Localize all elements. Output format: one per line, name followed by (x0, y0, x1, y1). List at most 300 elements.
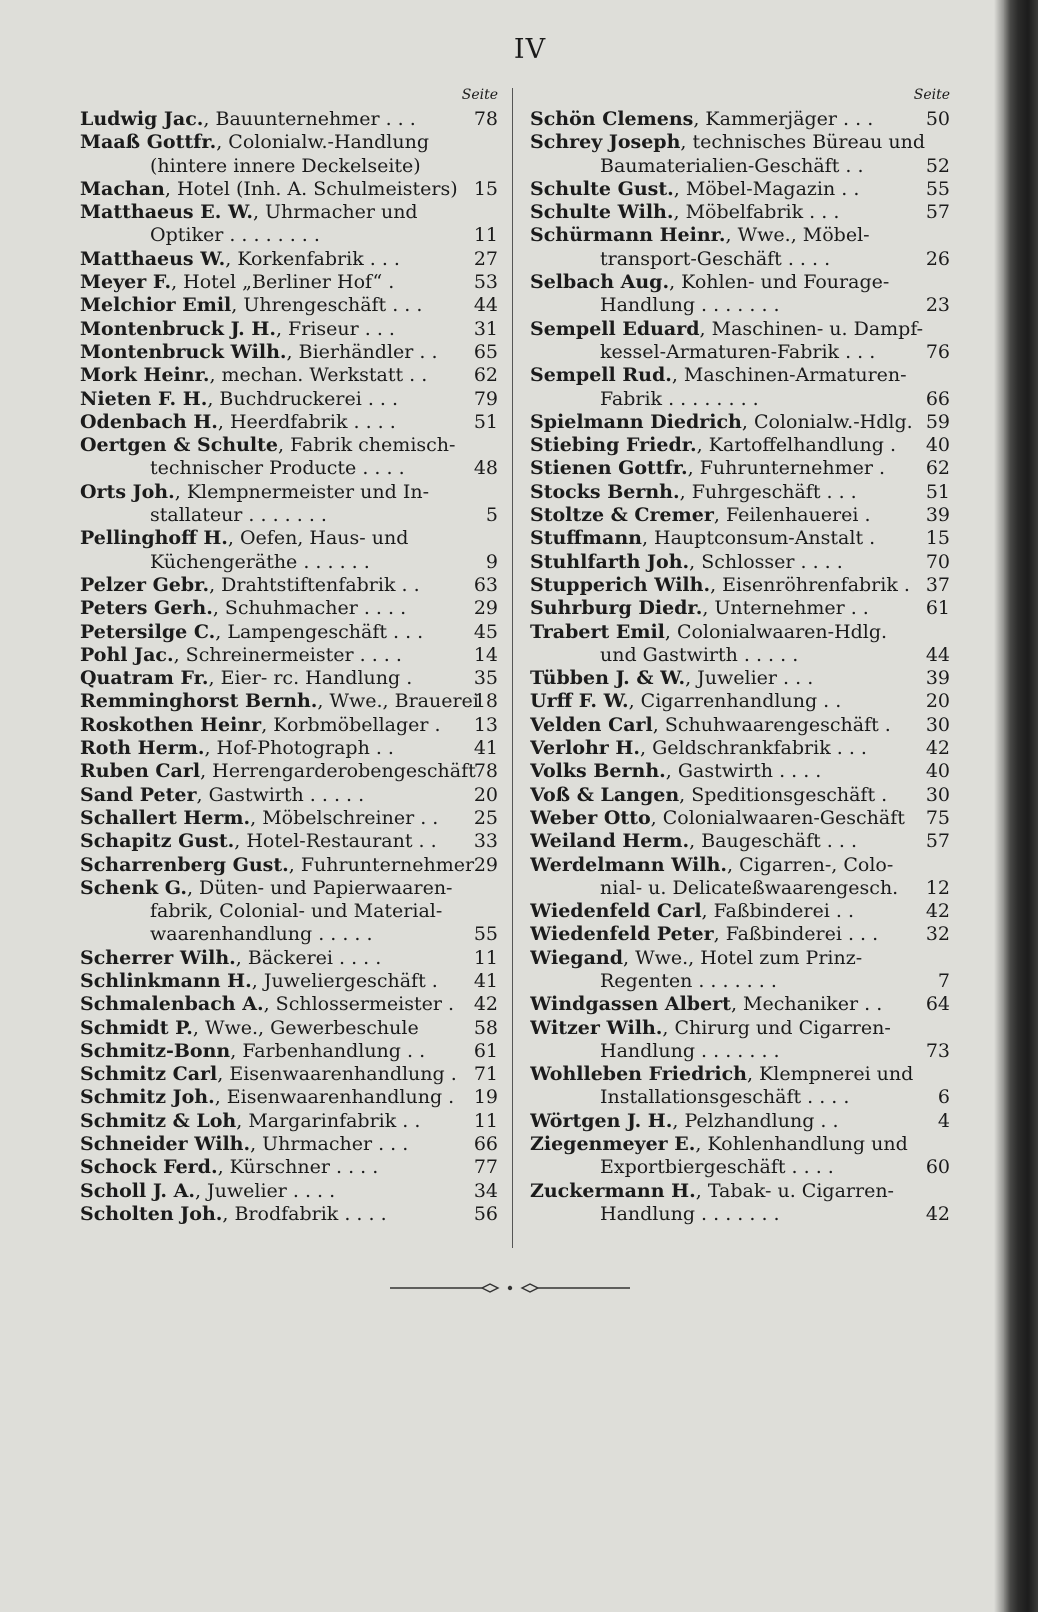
index-entry (530, 621, 950, 668)
entry-text (80, 644, 442, 666)
index-entry (80, 597, 498, 620)
index-entry (80, 690, 498, 713)
index-entry (530, 947, 950, 994)
entry-name: Pohl Jac. (80, 643, 174, 666)
entry-text (530, 574, 950, 596)
entry-line (80, 993, 498, 1016)
entry-line (530, 131, 950, 154)
entry-description: , Colonialw.-Handlung (216, 131, 429, 154)
entry-name: Suhrburg Diedr. (530, 597, 703, 620)
entry-line (530, 411, 950, 434)
entry-name: Wohlleben Friedrich (530, 1063, 747, 1086)
entry-name: Ruben Carl (80, 760, 201, 783)
entry-line (80, 201, 498, 224)
entry-page-number: 63 (473, 573, 498, 596)
page-shadow (994, 0, 1004, 1612)
entry-continuation-line (80, 224, 498, 247)
entry-name: Oertgen & Schulte (80, 434, 278, 457)
entry-line (530, 224, 950, 247)
entry-description: , Klempnerei und (746, 1063, 914, 1086)
entry-page-number: 62 (473, 364, 498, 387)
entry-page-number: 20 (925, 690, 950, 713)
entry-page-number: 53 (473, 271, 498, 294)
entry-continuation-line (530, 341, 950, 364)
entry-page-number: 70 (925, 550, 950, 573)
entry-name: Nieten F. H. (80, 387, 208, 410)
entry-description: (hintere innere Deckelseite) (150, 154, 421, 177)
entry-description: , Margarinfabrik . . (236, 1109, 421, 1132)
entry-name: Schrey Joseph (530, 131, 681, 154)
entry-text (80, 597, 446, 619)
entry-description: , Lampengeschäft . . . (215, 620, 424, 643)
index-entry (530, 923, 950, 946)
entry-description: , Eisenwaarenhandlung . (217, 1063, 457, 1086)
entry-continuation-line (530, 1156, 950, 1179)
entry-text (600, 1203, 820, 1225)
entry-line (80, 411, 498, 434)
entry-page-number: 7 (937, 969, 950, 992)
index-entry (530, 434, 950, 457)
index-entry (80, 1133, 498, 1156)
entry-text (80, 294, 462, 316)
entry-line (530, 714, 950, 737)
entry-continuation-line (80, 900, 498, 923)
entry-page-number: 78 (473, 108, 498, 130)
entry-text (150, 504, 367, 526)
index-entry (80, 993, 498, 1016)
entry-line (80, 1133, 498, 1156)
index-entry (530, 131, 950, 178)
entry-name: Stuffmann (530, 527, 642, 550)
index-entry (530, 900, 950, 923)
entry-description: , Uhrmacher . . . (250, 1133, 409, 1156)
entry-description: , Wwe., Gewerbeschule (192, 1016, 419, 1039)
entry-page-number: 11 (473, 946, 498, 969)
entry-description: , Chirurg und Cigarren- (662, 1016, 891, 1039)
index-entry (530, 318, 950, 365)
entry-description: , Geldschrankfabrik . . . (640, 737, 867, 760)
index-entry (80, 131, 498, 178)
index-column-right (530, 84, 950, 1226)
entry-description: , Schuhwaarengeschäft . (652, 713, 891, 736)
entry-page-number: 59 (925, 410, 950, 433)
entry-line (530, 318, 950, 341)
entry-text (80, 1203, 427, 1225)
entry-continuation-line (80, 551, 498, 574)
entry-line (80, 737, 498, 760)
entry-line (80, 1180, 498, 1203)
entry-line (80, 1086, 498, 1109)
flourish-divider-icon (390, 1278, 630, 1298)
entry-line (80, 318, 498, 341)
entry-line (530, 364, 950, 387)
entry-page-number: 66 (925, 387, 950, 410)
index-entry (530, 457, 950, 480)
entry-page-number: 55 (473, 923, 498, 946)
entry-name: Schenk G. (80, 876, 187, 899)
entry-description: , Schreinermeister . . . . (173, 643, 402, 666)
entry-page-number: 76 (925, 340, 950, 363)
entry-description: , Maschinen-Armaturen- (671, 364, 907, 387)
entry-name: Schmalenbach A. (80, 993, 264, 1016)
entry-description: , Schlosser . . . . (689, 550, 843, 573)
index-entry (80, 644, 498, 667)
entry-line (80, 854, 498, 877)
entry-page-number: 51 (473, 410, 498, 433)
entry-text (530, 854, 933, 876)
entry-description: , Pelzhandlung . . (672, 1109, 839, 1132)
entry-name: Schulte Wilh. (530, 201, 674, 224)
entry-text (80, 1133, 448, 1155)
entry-description: Baumaterialien-Geschäft . . (600, 154, 864, 177)
entry-page-number: 41 (473, 969, 498, 992)
entry-description: , Düten- und Papierwaaren- (186, 876, 453, 899)
index-entry (80, 970, 498, 993)
entry-text (530, 551, 883, 573)
index-column-left (80, 84, 498, 1226)
entry-description: und Gastwirth . . . . . (600, 643, 799, 666)
entry-name: Wörtgen J. H. (530, 1109, 673, 1132)
entry-line (80, 947, 498, 970)
entry-line (80, 784, 498, 807)
entry-text (600, 1086, 889, 1108)
index-entry (80, 1180, 498, 1203)
index-entry (80, 271, 498, 294)
entry-continuation-line (530, 248, 950, 271)
entry-description: , Korkenfabrik . . . (225, 247, 400, 270)
entry-text (600, 341, 915, 363)
entry-page-number: 66 (473, 1133, 498, 1156)
entry-text (150, 551, 410, 573)
entry-page-number: 40 (925, 760, 950, 783)
index-entry (530, 737, 950, 760)
entry-text (530, 690, 881, 712)
index-entry (80, 411, 498, 434)
index-entry (530, 574, 950, 597)
entry-name: Verlohr H. (530, 737, 640, 760)
entry-name: Urff F. W. (530, 690, 629, 713)
entry-name: Stuhlfarth Joh. (530, 550, 690, 573)
entry-description: Handlung . . . . . . . (600, 1202, 780, 1225)
entry-description: , Tabak- u. Cigarren- (695, 1179, 894, 1202)
entry-description: , Farbenhandlung . . (230, 1039, 426, 1062)
entry-name: Voß & Langen (530, 783, 680, 806)
entry-description: , Friseur . . . (275, 317, 395, 340)
entry-line (530, 807, 950, 830)
index-entry (80, 621, 498, 644)
entry-line (80, 388, 498, 411)
entry-text (150, 923, 413, 945)
entry-line (530, 760, 950, 783)
entry-page-number: 27 (473, 247, 498, 270)
entry-page-number: 77 (473, 1156, 498, 1179)
entry-name: Sempell Eduard (530, 317, 700, 340)
entry-continuation-line (530, 1203, 950, 1226)
entry-line (530, 178, 950, 201)
entry-text (80, 737, 434, 759)
entry-page-number: 4 (937, 1109, 950, 1132)
entry-name: Melchior Emil (80, 294, 232, 317)
entry-text (530, 807, 945, 829)
page-number: IV (513, 34, 547, 65)
entry-text (80, 714, 481, 736)
entry-name: Weiland Herm. (530, 830, 690, 853)
entry-text (530, 411, 950, 433)
entry-continuation-line (530, 155, 950, 178)
entry-page-number: 31 (473, 317, 498, 340)
entry-line (530, 737, 950, 760)
entry-name: Schapitz Gust. (80, 830, 235, 853)
entry-description: , Colonialwaaren-Hdlg. (664, 620, 888, 643)
entry-text (150, 457, 445, 479)
entry-name: Schmidt P. (80, 1016, 193, 1039)
entry-page-number: 42 (925, 1202, 950, 1225)
entry-line (530, 784, 950, 807)
entry-name: Schön Clemens (530, 108, 694, 130)
entry-name: Matthaeus E. W. (80, 201, 253, 224)
entry-line (80, 481, 498, 504)
entry-continuation-line (530, 970, 950, 993)
entry-text (80, 411, 436, 433)
entry-text (80, 621, 463, 643)
index-entry (530, 760, 950, 783)
entry-text (150, 155, 461, 177)
entry-continuation-line (80, 457, 498, 480)
entry-line (80, 574, 498, 597)
entry-page-number: 26 (925, 247, 950, 270)
index-entry (80, 807, 498, 830)
index-entry (530, 1017, 950, 1064)
entry-text (80, 667, 452, 689)
entry-page-number: 55 (925, 177, 950, 200)
entry-line (530, 1017, 950, 1040)
entry-continuation-line (530, 1040, 950, 1063)
entry-description: , Uhrmacher und (252, 201, 418, 224)
entry-text (600, 388, 799, 410)
entry-text (530, 737, 907, 759)
entry-text (600, 877, 938, 899)
entry-page-number: 58 (473, 1016, 498, 1039)
entry-name: Stoltze & Cremer (530, 504, 714, 527)
entry-text (530, 1063, 950, 1085)
entry-text (80, 784, 404, 806)
entry-description: , Möbel-Magazin . . (673, 177, 860, 200)
entry-description: , Uhrengeschäft . . . (231, 294, 423, 317)
entry-description: , Korbmöbellager . (261, 713, 441, 736)
entry-page-number: 61 (925, 597, 950, 620)
entry-description: Fabrik . . . . . . . . (600, 387, 759, 410)
entry-line (80, 527, 498, 550)
entry-description: , Colonialw.-Hdlg. (741, 410, 913, 433)
entry-page-number: 79 (473, 387, 498, 410)
index-entry (80, 388, 498, 411)
entry-line (530, 1133, 950, 1156)
entry-page-number: 44 (925, 643, 950, 666)
index-entry (80, 318, 498, 341)
entry-page-number: 11 (473, 224, 498, 247)
seite-header-right: Seite (913, 87, 950, 103)
entry-line (80, 760, 498, 783)
entry-page-number: 52 (925, 154, 950, 177)
entry-line (80, 434, 498, 457)
index-entry (80, 1017, 498, 1040)
entry-name: Schmitz Joh. (80, 1086, 215, 1109)
entry-name: Pelzer Gebr. (80, 573, 210, 596)
entry-line (530, 481, 950, 504)
entry-line (530, 434, 950, 457)
entry-description: , Wwe., Möbel- (725, 224, 870, 247)
entry-description: fabrik, Colonial- und Material- (150, 900, 443, 923)
entry-description: Handlung . . . . . . . (600, 1039, 780, 1062)
index-entry (530, 271, 950, 318)
entry-page-number: 75 (925, 806, 950, 829)
index-entry (530, 854, 950, 901)
index-entry (530, 1133, 950, 1180)
entry-text (80, 248, 440, 270)
entry-name: Trabert Emil (530, 620, 665, 643)
entry-page-number: 42 (925, 900, 950, 923)
entry-text (530, 108, 913, 130)
entry-text (530, 714, 931, 736)
entry-page-number: 45 (473, 620, 498, 643)
entry-text (80, 527, 448, 549)
entry-text (530, 178, 899, 200)
index-entry (80, 1110, 498, 1133)
entry-description: , Hof-Photograph . . (204, 737, 394, 760)
entry-description: , Wwe., Hotel zum Prinz- (623, 946, 863, 969)
entry-name: Windgassen Albert (530, 993, 731, 1016)
entry-text (530, 1180, 934, 1202)
index-entry (530, 714, 950, 737)
index-entry (80, 1063, 498, 1086)
entry-line (80, 271, 498, 294)
entry-line (530, 1110, 950, 1133)
entry-description: , Eier- rc. Handlung . (208, 667, 413, 690)
index-entry (80, 877, 498, 947)
entry-name: Wiedenfeld Peter (530, 923, 714, 946)
entry-text (80, 364, 467, 386)
index-entry (530, 784, 950, 807)
index-entry (530, 690, 950, 713)
entry-name: Zuckermann H. (530, 1179, 696, 1202)
entry-text (530, 784, 927, 806)
entry-line (80, 1040, 498, 1063)
entry-text (530, 504, 911, 526)
entry-text (80, 970, 478, 992)
entry-description: stallateur . . . . . . . (150, 504, 327, 527)
entry-description: , Klempnermeister und In- (174, 480, 430, 503)
entry-description: kessel-Armaturen-Fabrik . . . (600, 340, 876, 363)
index-entry (80, 201, 498, 248)
entry-text (600, 1040, 820, 1062)
column-divider (512, 88, 513, 1248)
entry-description: , Bierhändler . . (286, 340, 438, 363)
entry-name: Sand Peter (80, 783, 197, 806)
entry-name: Odenbach H. (80, 410, 218, 433)
entry-text (80, 1086, 494, 1108)
index-entry (530, 1180, 950, 1227)
entry-description: , Juweliergeschäft . (251, 969, 438, 992)
entry-text (530, 527, 915, 549)
entry-name: Montenbruck J. H. (80, 317, 276, 340)
entry-line (530, 597, 950, 620)
entry-line (80, 248, 498, 271)
entry-description: , Kohlen- und Fourage- (669, 271, 890, 294)
entry-description: , Möbelschreiner . . (250, 806, 439, 829)
entry-text (530, 457, 925, 479)
entry-name: Schock Ferd. (80, 1156, 218, 1179)
entry-text (80, 877, 492, 899)
entry-text (600, 155, 904, 177)
entry-text (530, 597, 909, 619)
index-entry (530, 108, 950, 131)
index-entry (80, 108, 498, 131)
entry-page-number: 15 (473, 177, 498, 200)
index-entry (80, 341, 498, 364)
entry-text (530, 830, 897, 852)
entry-list-left (80, 108, 498, 1226)
entry-line (530, 551, 950, 574)
entry-line (530, 1063, 950, 1086)
entry-description: , Buchdruckerei . . . (207, 387, 399, 410)
entry-name: Schulte Gust. (530, 177, 674, 200)
entry-page-number: 9 (485, 550, 498, 573)
entry-description: , Fabrik chemisch- (278, 434, 456, 457)
index-entry (80, 1203, 498, 1226)
entry-text (600, 970, 817, 992)
entry-description: , technisches Büreau und (680, 131, 925, 154)
entry-description: , Eisenröhrenfabrik . (710, 573, 910, 596)
entry-name: Mork Heinr. (80, 364, 210, 387)
entry-description: , Feilenhauerei . (713, 504, 871, 527)
entry-text (530, 364, 947, 386)
entry-description: , Schlossermeister . (263, 993, 455, 1016)
entry-page-number: 5 (485, 504, 498, 527)
entry-page-number: 14 (473, 643, 498, 666)
entry-line (530, 667, 950, 690)
entry-description: technischer Producte . . . . (150, 457, 405, 480)
entry-name: Scherrer Wilh. (80, 946, 236, 969)
entry-name: Schürmann Heinr. (530, 224, 726, 247)
entry-text (530, 131, 950, 153)
entry-text (530, 621, 927, 643)
entry-text (530, 993, 922, 1015)
entry-text (80, 760, 498, 782)
entry-page-number: 23 (925, 294, 950, 317)
index-entry (80, 714, 498, 737)
entry-name: Schneider Wilh. (80, 1133, 251, 1156)
entry-line (530, 457, 950, 480)
entry-name: Spielmann Diedrich (530, 410, 742, 433)
entry-description: , Juwelier . . . (685, 667, 814, 690)
entry-description: , Bauunternehmer . . . (203, 108, 416, 130)
entry-page-number: 30 (925, 783, 950, 806)
entry-name: Schmitz & Loh (80, 1109, 237, 1132)
entry-continuation-line (80, 504, 498, 527)
entry-name: Wiegand (530, 946, 624, 969)
index-entry (80, 364, 498, 387)
entry-text (80, 574, 460, 596)
entry-text (530, 760, 861, 782)
entry-page-number: 39 (925, 667, 950, 690)
entry-text (80, 1040, 465, 1062)
entry-description: , Baugeschäft . . . (689, 830, 857, 853)
index-entry (530, 178, 950, 201)
entry-continuation-line (530, 644, 950, 667)
entry-line (530, 854, 950, 877)
entry-description: , Kartoffelhandlung . (696, 434, 897, 457)
entry-text (80, 201, 458, 223)
